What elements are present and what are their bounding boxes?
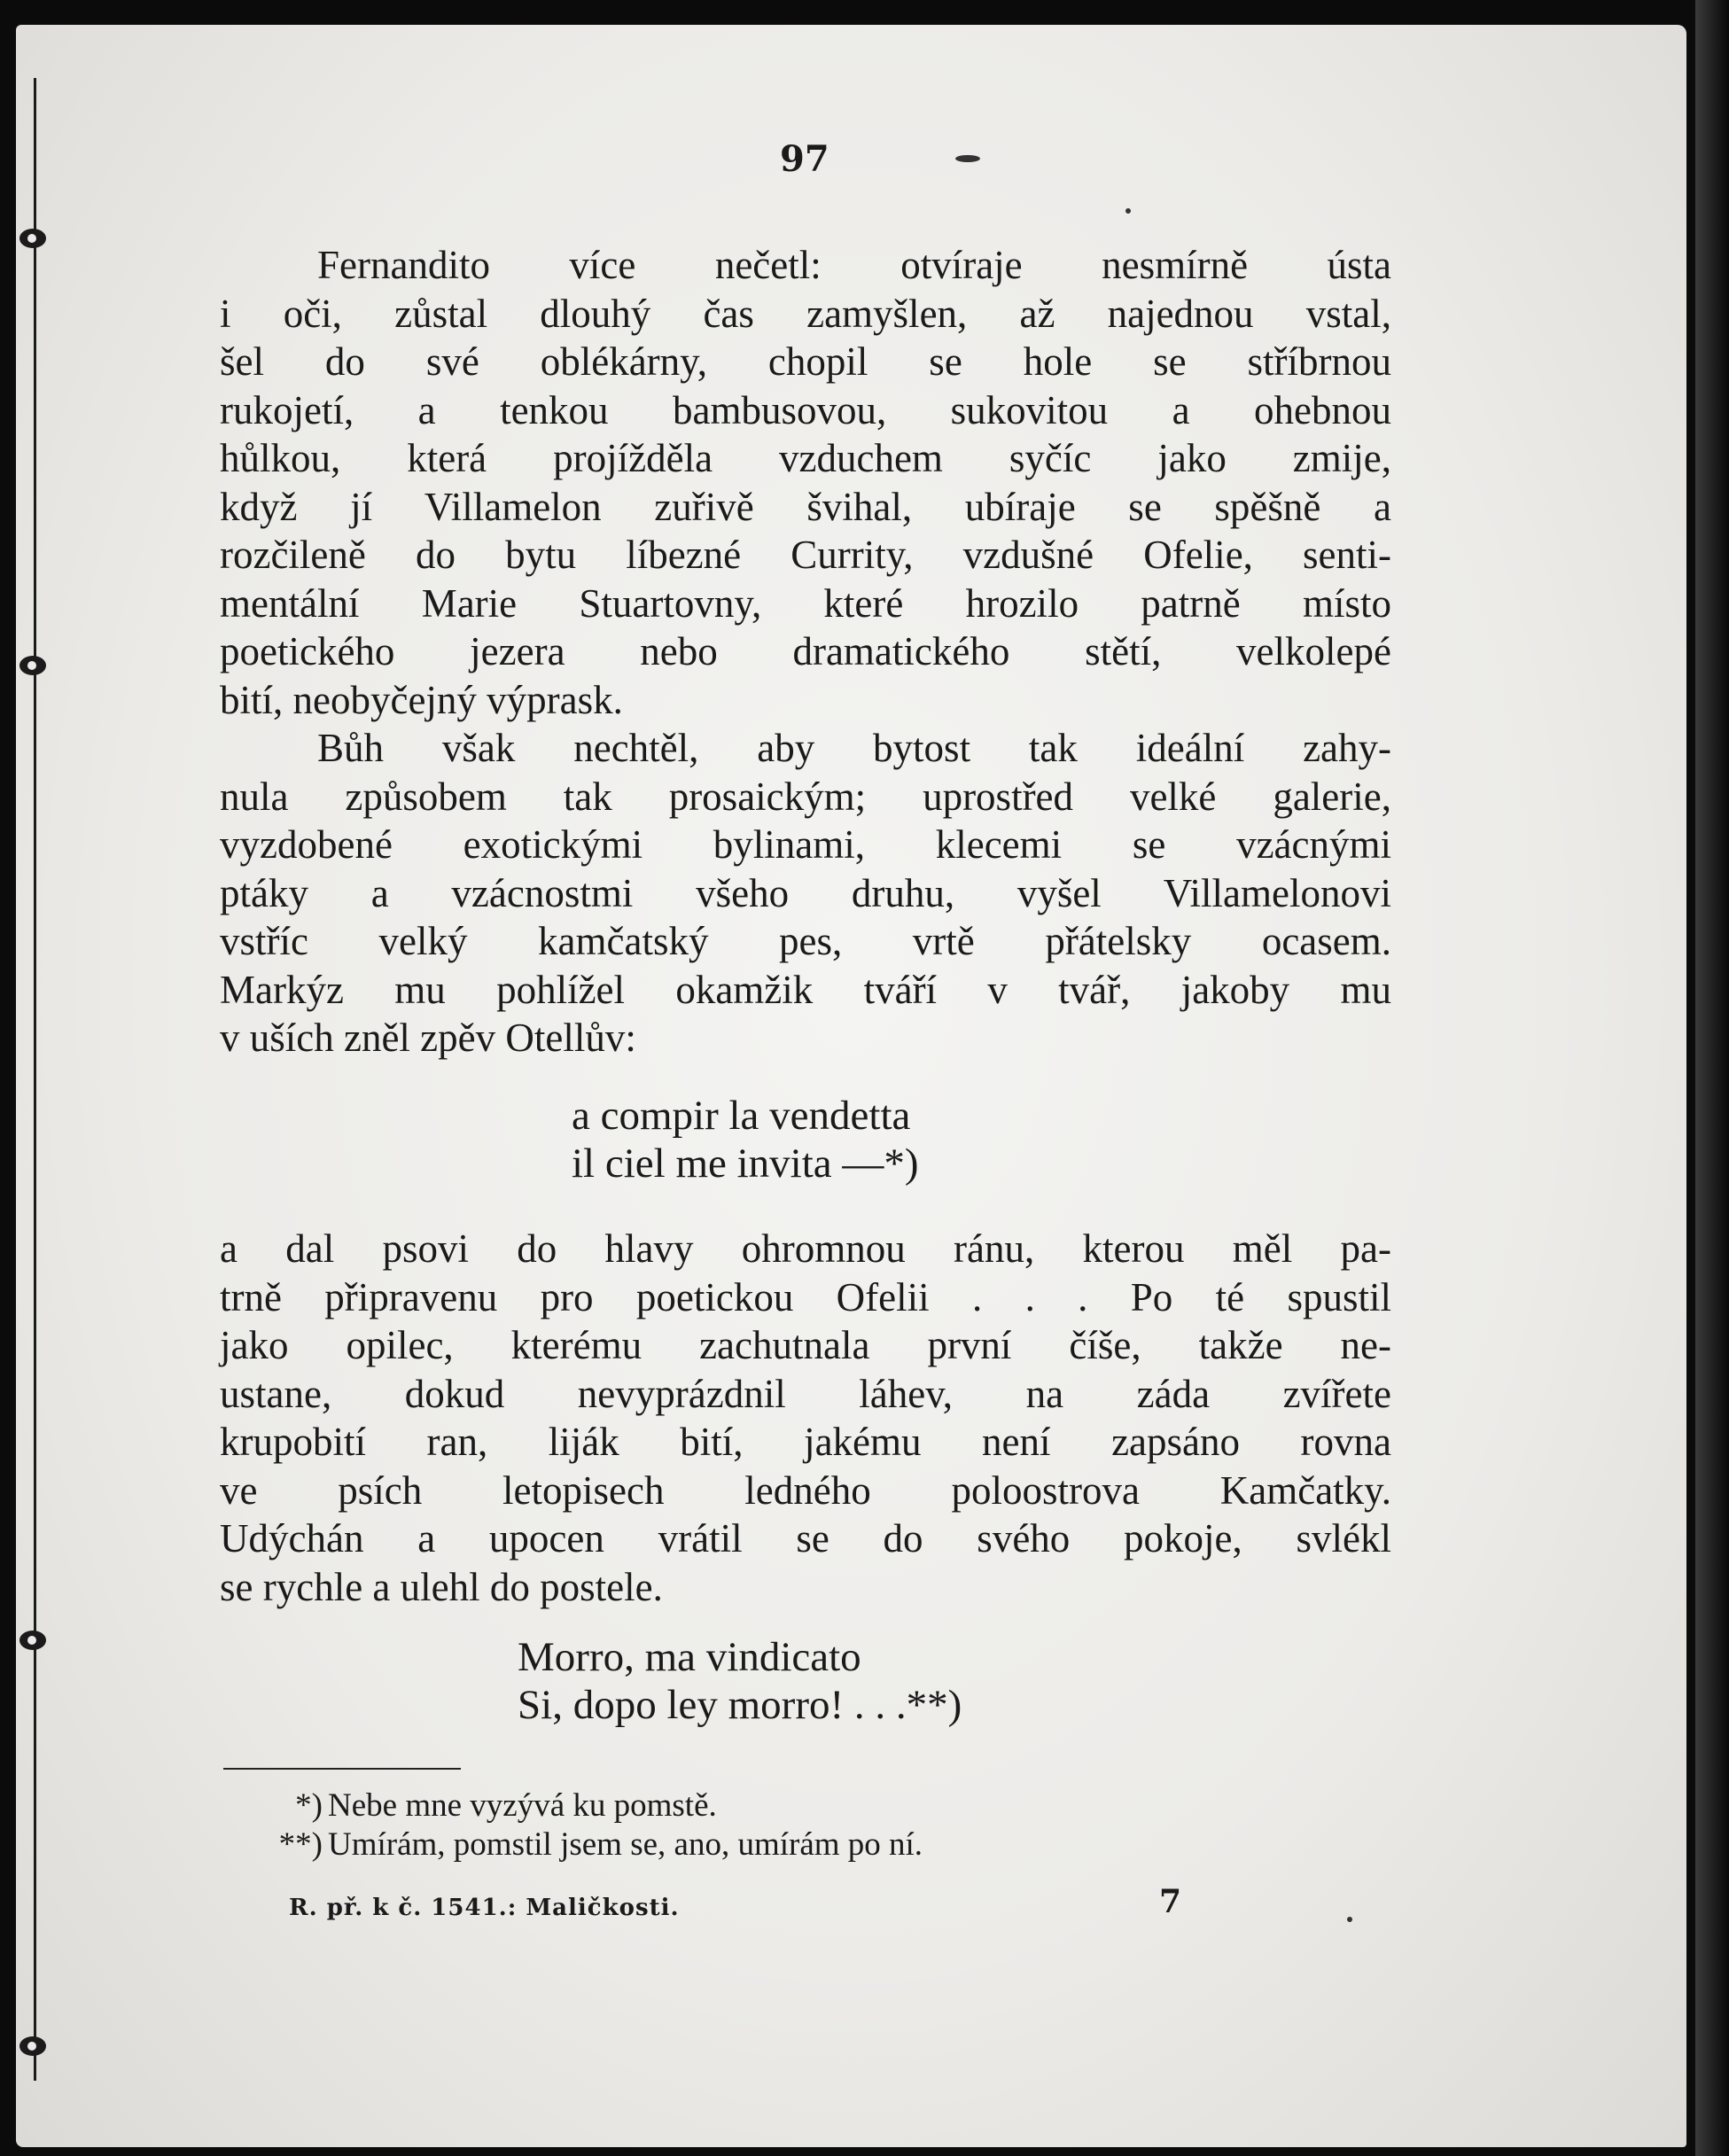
binding-hole-mark (19, 656, 46, 675)
footnote (253, 1825, 923, 1864)
text-line: Udýchán a upocen vrátil se do svého pokoje, svlékl (220, 1516, 1391, 1561)
ink-speck (1347, 1917, 1352, 1922)
footnotes (253, 1786, 923, 1864)
text-line: i oči, zůstal dlouhý čas zamyšlen, až najednou vstal, (220, 291, 1391, 336)
text-line: ve psích letopisech ledného poloostrova Kamčatky. (220, 1467, 1391, 1513)
text-line: vstříc velký kamčatský pes, vrtě přátelsky ocasem. (220, 919, 1391, 963)
sheet-number: 7 (1159, 1883, 1182, 1920)
text-line: Fernandito více nečetl: otvíraje nesmírně ústa (317, 243, 1391, 287)
text-line: krupobití ran, liják bití, jakému není zapsáno rovna (220, 1420, 1391, 1464)
footnote-text: Umírám, pomstil jsem se, ano, umírám po ní. (328, 1826, 923, 1863)
text-line: bití, neobyčejný výprask. (220, 677, 623, 722)
sheet-signature: R. př. k č. 1541.: Maličkosti. (289, 1895, 680, 1921)
footnote-divider (223, 1768, 461, 1770)
text-line: trně připravenu pro poetickou Ofelii . . . Po té spustil (220, 1274, 1391, 1319)
text-line: se rychle a ulehl do postele. (220, 1564, 663, 1609)
binding-hole-mark (19, 2036, 46, 2056)
verse-otello (572, 1092, 919, 1187)
ink-speck (955, 155, 980, 162)
text-line: poetického jezera nebo dramatického stětí, velkolepé (220, 629, 1391, 673)
text-line: Bůh však nechtěl, aby bytost tak ideální zahy- (317, 726, 1391, 770)
footnote (253, 1786, 923, 1825)
paragraph-3 (220, 1225, 1391, 1611)
binding-line (34, 78, 36, 2081)
paragraph-2 (220, 724, 1391, 1062)
text-line: Markýz mu pohlížel okamžik tváří v tvář, jakoby mu (220, 967, 1391, 1012)
ink-speck (1125, 208, 1131, 214)
footnote-text: Nebe mne vyzývá ku pomstě. (328, 1787, 717, 1824)
verse-line: Morro, ma vindicato (518, 1634, 861, 1680)
text-line: vyzdobené exotickými bylinami, klecemi se vzácnými (220, 822, 1391, 867)
text-line: jako opilec, kterému zachutnala první číše, takže ne- (220, 1323, 1391, 1367)
text-line: rozčileně do bytu líbezné Currity, vzdušné Ofelie, senti- (220, 533, 1391, 577)
text-line: rukojetí, a tenkou bambusovou, sukovitou a ohebnou (220, 387, 1391, 432)
verse-line: Si, dopo ley morro! . . .**) (518, 1682, 962, 1728)
binding-hole-mark (19, 229, 46, 248)
text-line: v uších zněl zpěv Otellův: (220, 1016, 636, 1060)
text-line: hůlkou, která projížděla vzduchem syčíc jako zmije, (220, 436, 1391, 480)
page-number: 97 (780, 138, 829, 180)
verse-morro (518, 1633, 962, 1729)
binding-hole-mark (19, 1631, 46, 1650)
text-line: nula způsobem tak prosaickým; uprostřed velké galerie, (220, 774, 1391, 819)
text-line: ustane, dokud nevyprázdnil láhev, na záda zvířete (220, 1371, 1391, 1416)
verse-line: il ciel me invita —*) (572, 1140, 919, 1187)
text-line: a dal psovi do hlavy ohromnou ránu, kterou měl pa- (220, 1226, 1391, 1271)
footnote-marker: **) (278, 1826, 323, 1863)
text-line: ptáky a vzácnostmi všeho druhu, vyšel Villamelonovi (220, 870, 1391, 915)
paragraph-1 (220, 241, 1391, 724)
footnote-marker: *) (295, 1787, 323, 1824)
text-line: šel do své oblékárny, chopil se hole se stříbrnou (220, 339, 1391, 384)
text-line: mentální Marie Stuartovny, které hrozilo patrně místo (220, 580, 1391, 626)
text-line: když jí Villamelon zuřivě švihal, ubíraje se spěšně a (220, 484, 1391, 529)
verse-line: a compir la vendetta (572, 1093, 911, 1139)
page-right-edge-shadow (1695, 0, 1729, 2156)
